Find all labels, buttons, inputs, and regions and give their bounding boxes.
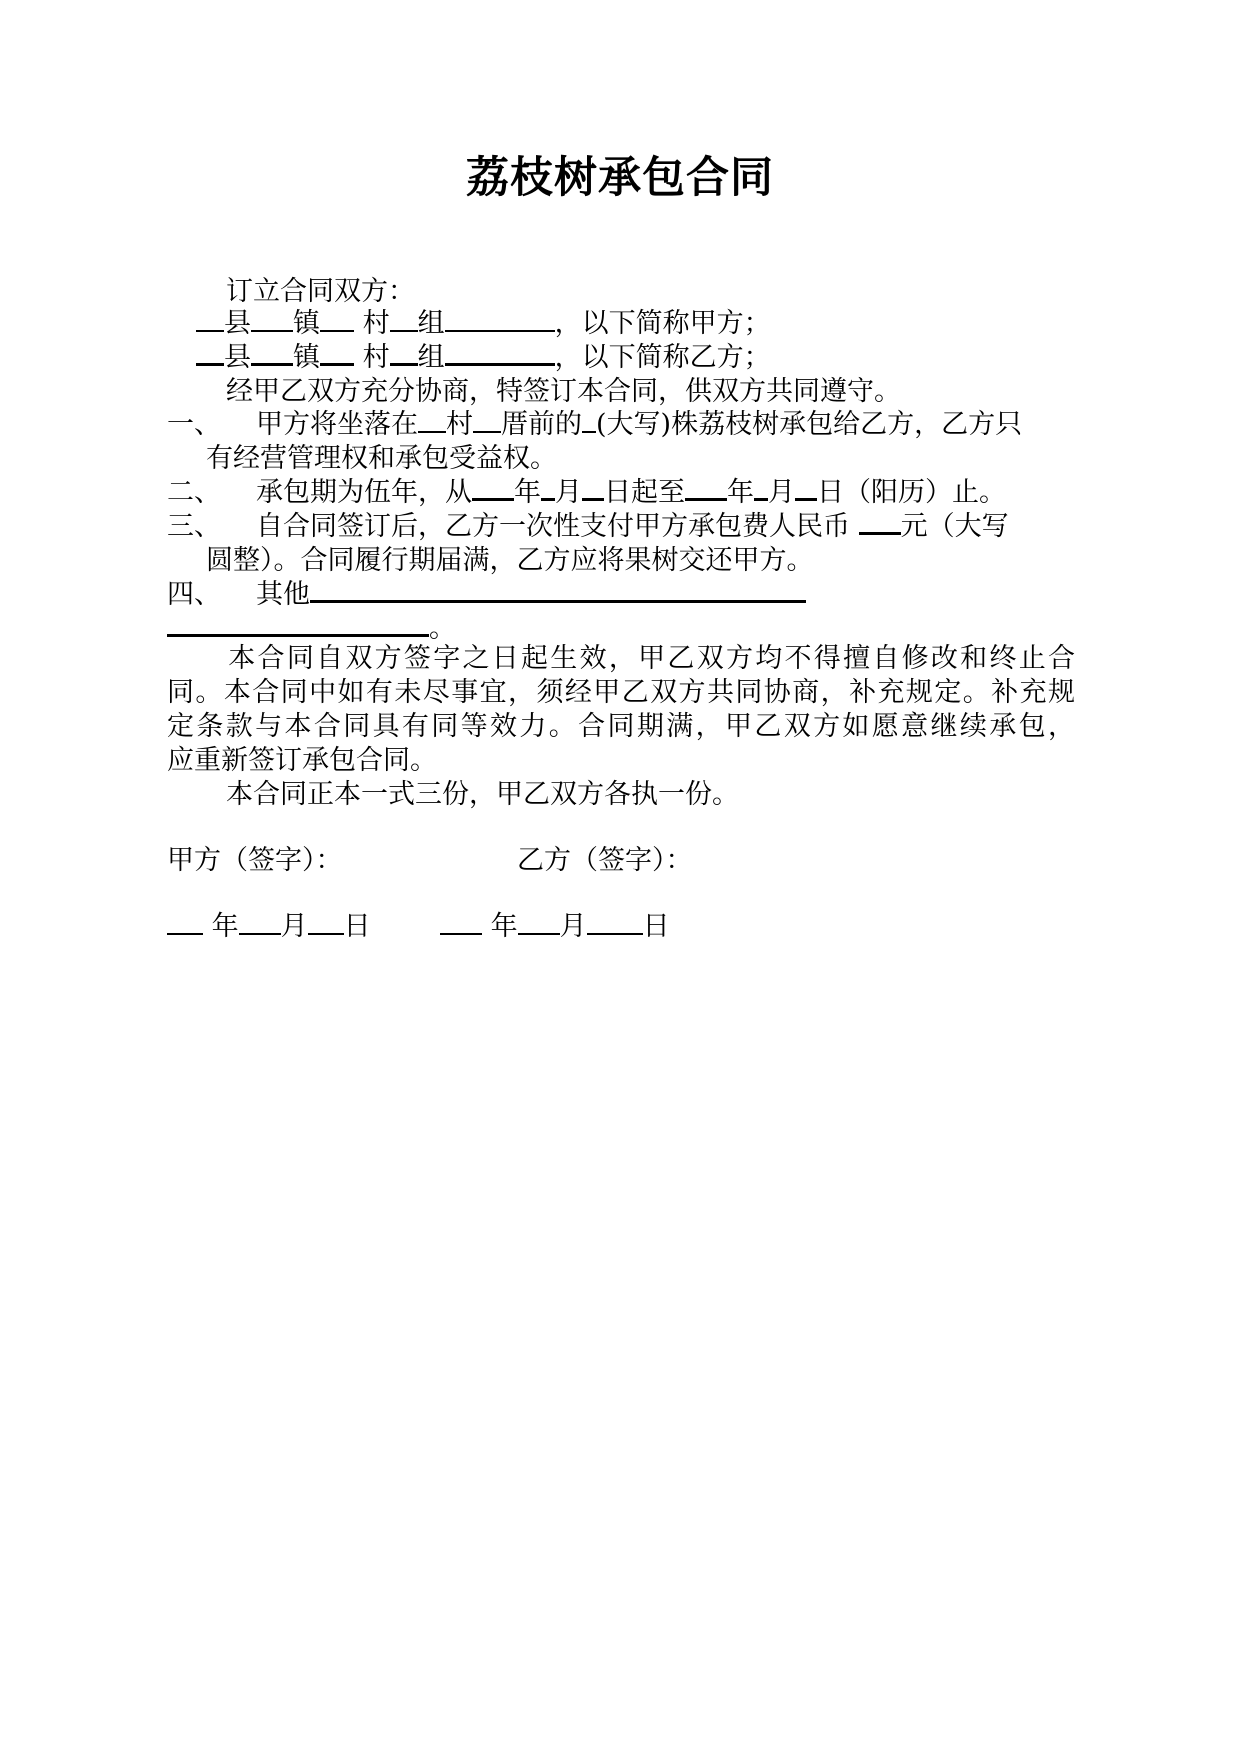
label-day: 日 xyxy=(642,911,670,942)
clause-2-text-a: 承包期为伍年，从 xyxy=(256,477,472,508)
clause-2-text-b: 年 xyxy=(514,477,541,508)
body-paragraph-2: 本合同正本一式三份，甲乙双方各执一份。 xyxy=(226,779,739,810)
clause-1-line-1 xyxy=(256,408,1022,442)
body-paragraph-1-line-3: 定条款与本合同具有同等效力。合同期满，甲乙双方如愿意继续承包， xyxy=(167,711,1075,742)
clause-1-line-2: 有经营管理权和承包受益权。 xyxy=(206,443,557,474)
intro-line: 经甲乙双方充分协商，特签订本合同，供双方共同遵守。 xyxy=(226,376,901,407)
blank-month xyxy=(518,911,560,935)
blank-name xyxy=(445,308,555,332)
body-p1-text-1: 本合同自双方签字之日起生效，甲乙双方均不得擅自修改和终止合 xyxy=(226,643,1075,674)
document-title: 荔枝树承包合同 xyxy=(466,153,774,203)
blank-day xyxy=(308,911,344,935)
blank-year xyxy=(440,911,482,935)
clause-2-text-c: 月 xyxy=(555,477,582,508)
label-year: 年 xyxy=(211,911,239,942)
clause-1-text-a: 甲方将坐落在 xyxy=(256,409,418,440)
clause-2-text-e: 年 xyxy=(727,477,754,508)
blank-day xyxy=(587,911,643,935)
clause-1-text-b: 村 xyxy=(446,409,473,440)
blank-village xyxy=(418,409,446,433)
clause-3-text-b: 元（大写 xyxy=(900,511,1009,542)
blank-end-month xyxy=(754,476,768,501)
party-b-signature-label: 乙方（签字）： xyxy=(517,845,693,876)
clause-3-line-2: 圆整）。合同履行期届满，乙方应将果树交还甲方。 xyxy=(206,545,814,576)
blank-county xyxy=(196,308,224,332)
party-a-date-line xyxy=(167,910,371,944)
label-town: 镇 xyxy=(293,308,320,339)
clause-2-text-f: 月 xyxy=(768,477,795,508)
blank-end-day xyxy=(795,476,817,501)
blank-village xyxy=(320,308,354,332)
label-village: 村 xyxy=(362,342,390,373)
blank-count xyxy=(582,409,596,433)
clause-3-line-1 xyxy=(256,510,1009,544)
party-b-date-line xyxy=(440,910,670,944)
blank-other-2 xyxy=(167,612,456,644)
label-county: 县 xyxy=(224,342,251,373)
blank-name xyxy=(445,341,555,366)
party-b-suffix: ，以下简称乙方； xyxy=(554,342,771,373)
blank-month xyxy=(239,911,281,935)
party-a-line xyxy=(196,307,771,341)
body-paragraph-1-line-2: 同。本合同中如有未尽事宜，须经甲乙双方共同协商，补充规定。补充规 xyxy=(167,677,1075,708)
label-year: 年 xyxy=(490,911,518,942)
clause-4-end: 。 xyxy=(429,613,456,644)
clause-2-number: 二、 xyxy=(167,477,221,508)
blank-start-day xyxy=(582,476,604,501)
party-b-line xyxy=(196,341,771,375)
blank-start-month xyxy=(541,476,555,501)
clause-3-number: 三、 xyxy=(167,511,221,542)
party-a-suffix: ，以下简称甲方； xyxy=(554,308,771,339)
label-group: 组 xyxy=(417,308,445,339)
clause-1-number: 一、 xyxy=(167,409,221,440)
label-group: 组 xyxy=(417,342,445,373)
clause-4-line-1 xyxy=(256,578,806,612)
blank-place xyxy=(473,409,501,433)
clause-4-number: 四、 xyxy=(167,579,221,610)
blank-county xyxy=(196,341,224,366)
blank-end-year xyxy=(685,476,727,501)
body-paragraph-1-line-4: 应重新签订承包合同。 xyxy=(167,745,437,776)
label-month: 月 xyxy=(280,911,308,942)
body-paragraph-1-line-1 xyxy=(167,642,1075,676)
clause-3-text-a: 自合同签订后，乙方一次性支付甲方承包费人民币 xyxy=(256,511,859,542)
blank-amount xyxy=(859,510,901,535)
blank-other-1 xyxy=(310,578,806,603)
blank-town xyxy=(251,308,293,332)
clause-4-line-2 xyxy=(167,612,456,646)
label-village: 村 xyxy=(362,308,390,339)
blank-year xyxy=(167,911,203,935)
label-day: 日 xyxy=(343,911,371,942)
party-a-signature-label: 甲方（签字）： xyxy=(167,845,343,876)
blank-town xyxy=(251,341,293,366)
clause-4-text: 其他 xyxy=(256,579,310,610)
clause-1-text-d: (大写)株荔枝树承包给乙方，乙方只 xyxy=(596,409,1023,440)
blank-start-year xyxy=(472,476,514,501)
label-county: 县 xyxy=(224,308,251,339)
clause-2-text-g: 日（阳历）止。 xyxy=(817,477,1006,508)
clause-1-text-c: 厝前的 xyxy=(501,409,582,440)
blank-group xyxy=(390,341,418,366)
parties-heading: 订立合同双方： xyxy=(226,276,415,307)
blank-village xyxy=(320,341,354,366)
blank-group xyxy=(390,308,418,332)
clause-2-line xyxy=(256,476,1006,510)
label-month: 月 xyxy=(559,911,587,942)
label-town: 镇 xyxy=(293,342,320,373)
clause-2-text-d: 日起至 xyxy=(604,477,685,508)
